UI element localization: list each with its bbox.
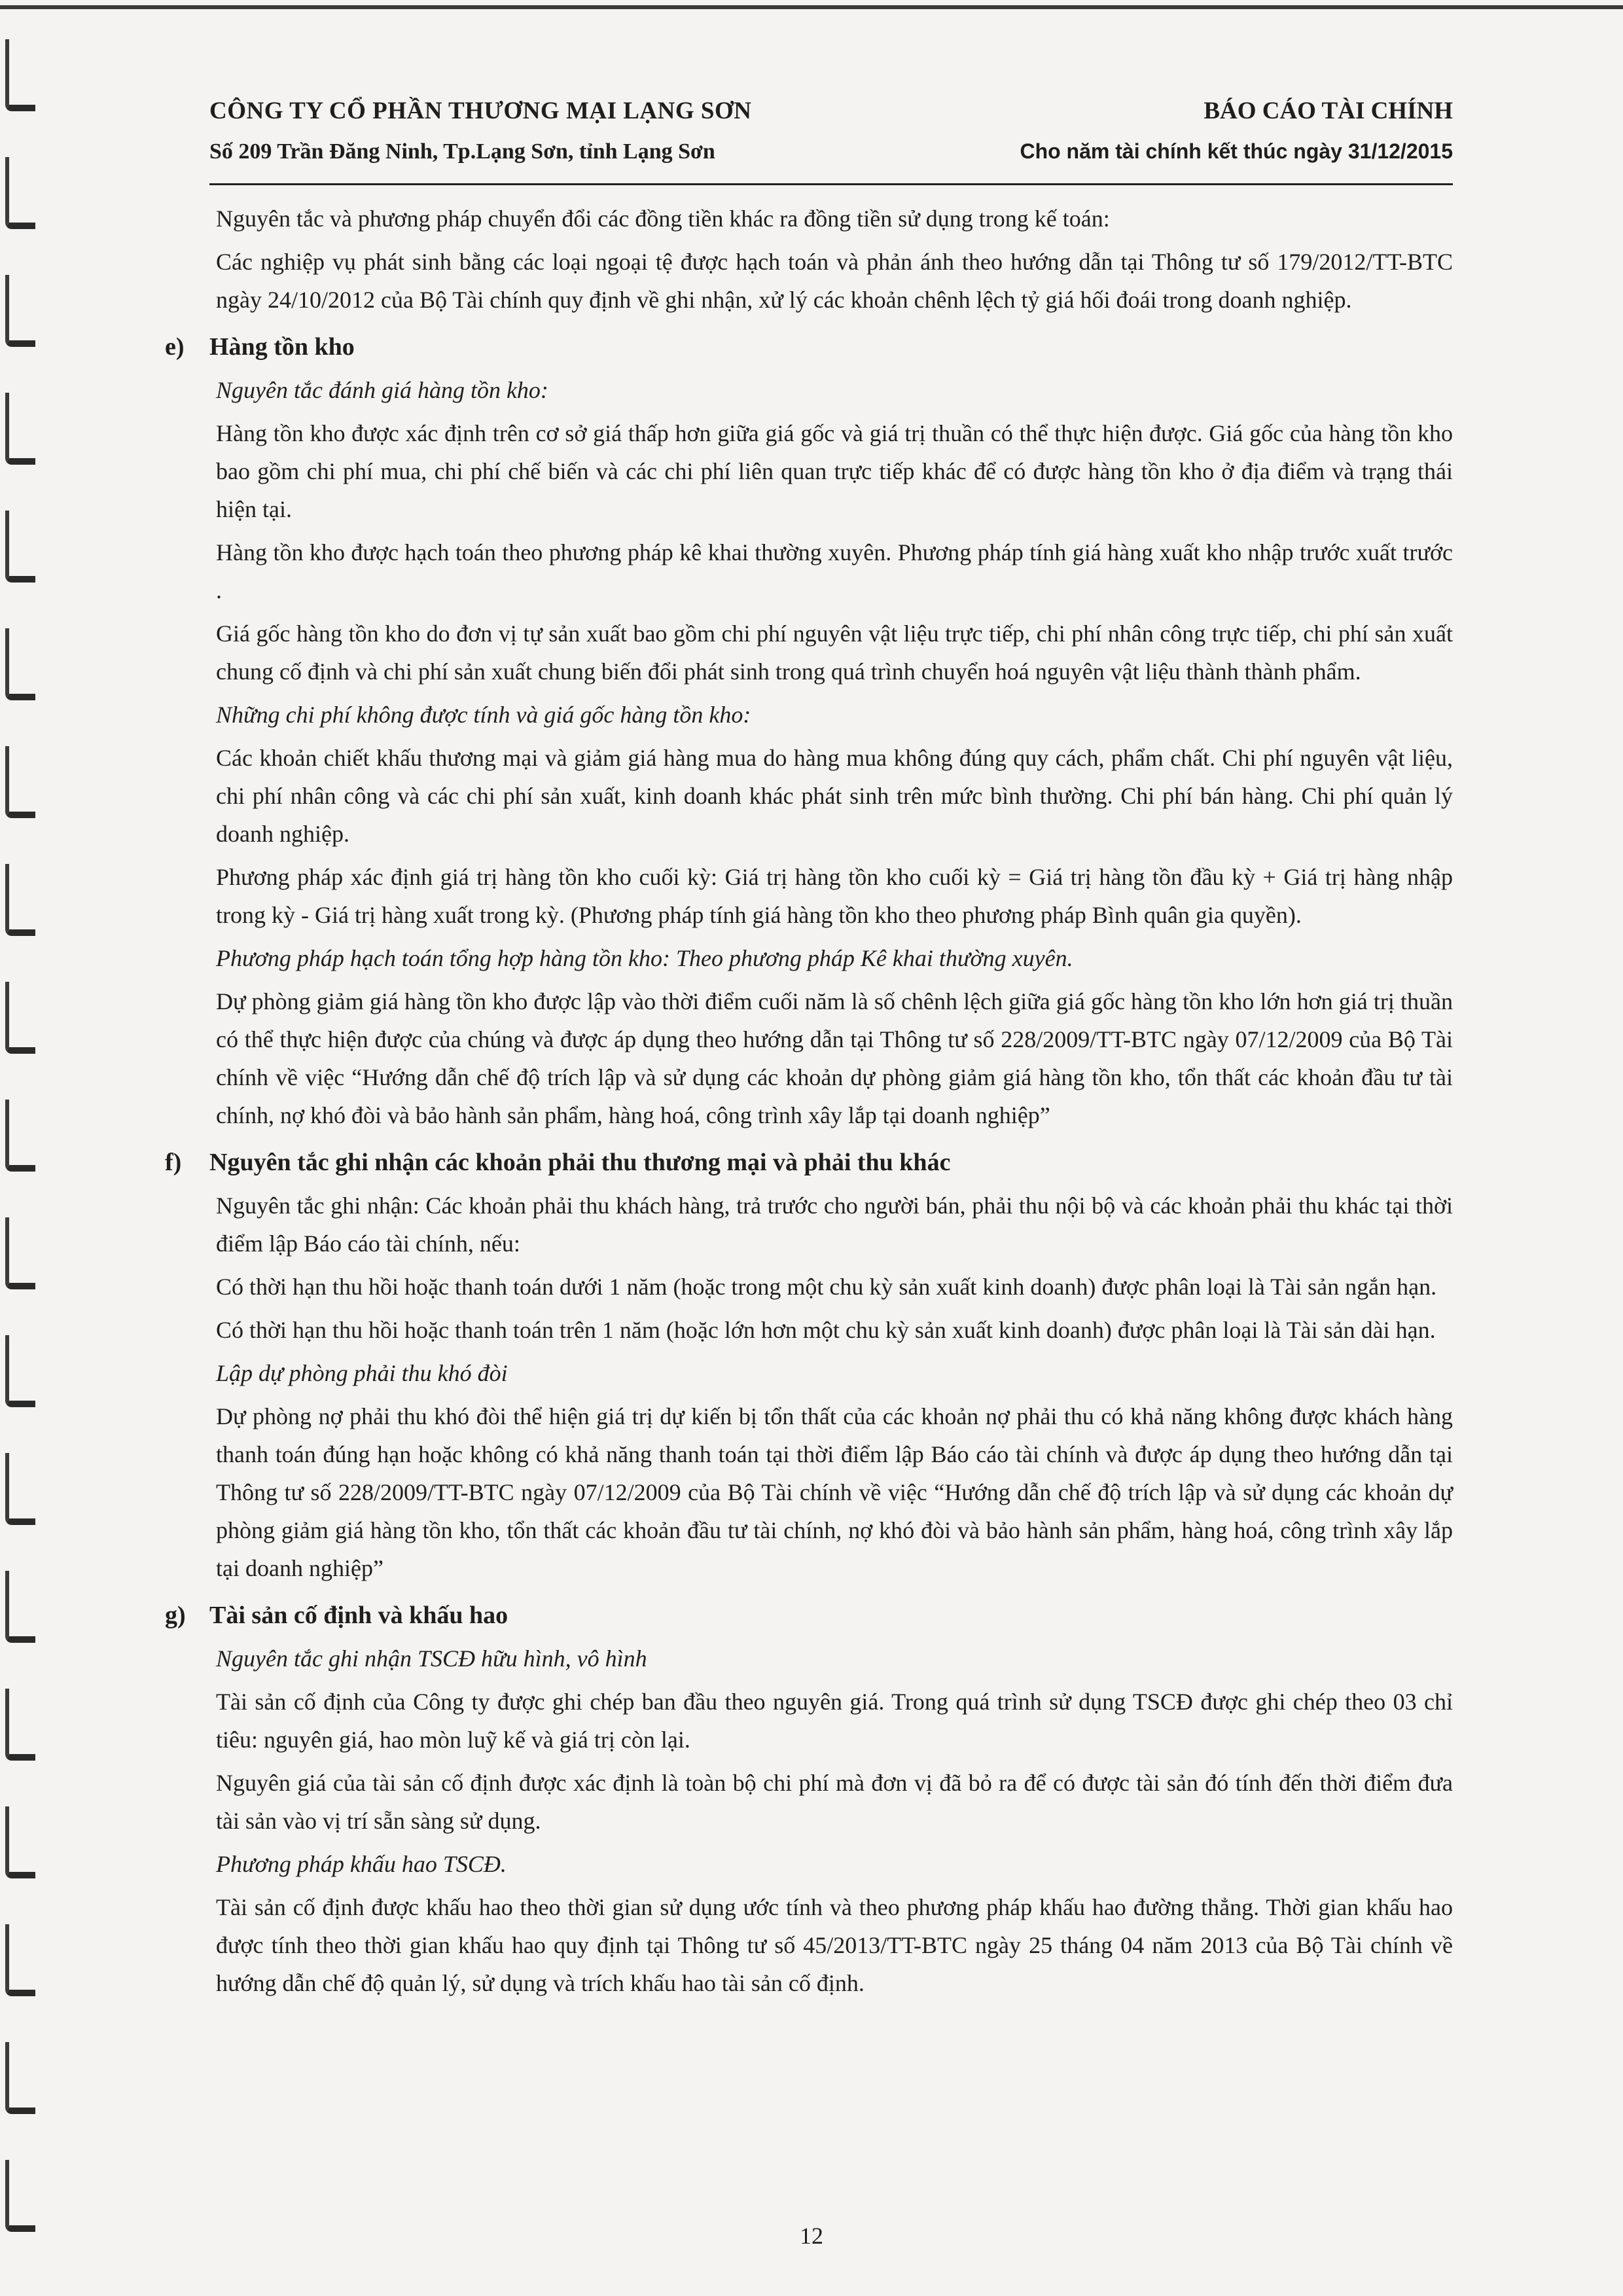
binding-ring <box>5 1453 35 1525</box>
paragraph: Nguyên tắc và phương pháp chuyển đổi các đồng tiền khác ra đồng tiền sử dụng trong kế toán: <box>216 206 1110 232</box>
binding-ring <box>5 275 35 347</box>
binding-ring <box>5 1100 35 1172</box>
binding-ring <box>5 1924 35 1996</box>
binding-ring <box>5 157 35 229</box>
subheading: Nguyên tắc đánh giá hàng tồn kho: <box>216 377 548 403</box>
report-period: Cho năm tài chính kết thúc ngày 31/12/2015 <box>1020 139 1453 163</box>
paragraph: Dự phòng giảm giá hàng tồn kho được lập vào thời điểm cuối năm là số chênh lệch giữa giá gốc hàng tồn kho lớn hơn giá trị thuần có thể thực hiện được của chúng và được áp dụng theo hướng dẫn tại Thông tư số 228/2009/TT-BTC ngày 07/12/2009 của Bộ Tài chính về việc “Hướng dẫn chế độ trích lập và sử dụng các khoản dự phòng giảm giá hàng tồn kho, tổn thất các khoản đầu tư tài chính, nợ khó đòi và bảo hành sản phẩm, hàng hoá, công trình xây lắp tại doanh nghiệp” <box>216 988 1453 1128</box>
paragraph: Hàng tồn kho được xác định trên cơ sở giá thấp hơn giữa giá gốc và giá trị thuần có thể thực hiện được. Giá gốc của hàng tồn kho bao gồm chi phí mua, chi phí chế biến và các chi phí liên quan trực tiếp khác để có được hàng tồn kho ở địa điểm và trạng thái hiện tại. <box>216 420 1453 522</box>
binding-ring <box>5 628 35 700</box>
subheading: Phương pháp khấu hao TSCĐ. <box>216 1851 507 1877</box>
section-letter: f) <box>165 1149 182 1176</box>
subheading: Những chi phí không được tính và giá gốc hàng tồn kho: <box>216 702 751 728</box>
header-left <box>209 97 751 164</box>
binding-ring <box>5 393 35 465</box>
company-name: CÔNG TY CỔ PHẦN THƯƠNG MẠI LẠNG SƠN <box>209 98 752 124</box>
paragraph: Nguyên tắc ghi nhận: Các khoản phải thu khách hàng, trả trước cho người bán, phải thu nội bộ và các khoản phải thu khác tại thời điểm lập Báo cáo tài chính, nếu: <box>216 1193 1453 1257</box>
paragraph: Hàng tồn kho được hạch toán theo phương pháp kê khai thường xuyên. Phương pháp tính giá hàng xuất kho nhập trước xuất trước . <box>216 539 1453 603</box>
page-header <box>209 85 1453 185</box>
paragraph: Giá gốc hàng tồn kho do đơn vị tự sản xuất bao gồm chi phí nguyên vật liệu trực tiếp, chi phí nhân công trực tiếp, chi phí sản xuất chung cố định và chi phí sản xuất chung biến đổi phát sinh trong quá trình chuyển hoá nguyên vật liệu thành thành phẩm. <box>216 620 1453 685</box>
section-title: Tài sản cố định và khấu hao <box>209 1602 508 1629</box>
paragraph: Dự phòng nợ phải thu khó đòi thể hiện giá trị dự kiến bị tổn thất của các khoản nợ phải thu có khả năng không được khách hàng thanh toán đúng hạn hoặc không có khả năng thanh toán tại thời điểm lập Báo cáo tài chính và được áp dụng theo hướng dẫn tại Thông tư số 228/2009/TT-BTC ngày 07/12/2009 của Bộ Tài chính về việc “Hướng dẫn chế độ trích lập và sử dụng các khoản dự phòng giảm giá hàng tồn kho, tổn thất các khoản đầu tư tài chính, nợ khó đòi và bảo hành sản phẩm, hàng hoá, công trình xây lắp tại doanh nghiệp” <box>216 1403 1453 1581</box>
paragraph: Tài sản cố định của Công ty được ghi chép ban đầu theo nguyên giá. Trong quá trình sử dụng TSCĐ được ghi chép theo 03 chỉ tiêu: nguyên giá, hao mòn luỹ kế và giá trị còn lại. <box>216 1689 1453 1753</box>
binding-ring <box>5 2160 35 2232</box>
section-heading-f <box>165 1143 1453 1181</box>
binding-ring <box>5 39 35 111</box>
binding-ring <box>5 2042 35 2114</box>
binding-ring <box>5 1335 35 1407</box>
document-page <box>165 85 1453 2007</box>
section-heading-g <box>165 1596 1453 1634</box>
binding-ring <box>5 982 35 1054</box>
binding-ring <box>5 864 35 936</box>
document-body <box>165 200 1453 2002</box>
page-number: 12 <box>800 2223 823 2249</box>
header-right <box>1020 97 1453 164</box>
subheading: Lập dự phòng phải thu khó đòi <box>216 1360 508 1386</box>
section-title: Nguyên tắc ghi nhận các khoản phải thu thương mại và phải thu khác <box>209 1149 951 1176</box>
section-letter: g) <box>165 1602 186 1629</box>
paragraph: Các khoản chiết khấu thương mại và giảm giá hàng mua do hàng mua không đúng quy cách, phẩm chất. Chi phí nguyên vật liệu, chi phí nhân công và các chi phí sản xuất, kinh doanh khác phát sinh trên mức bình thường. Chi phí bán hàng. Chi phí quản lý doanh nghiệp. <box>216 745 1453 847</box>
paragraph: Phương pháp xác định giá trị hàng tồn kho cuối kỳ: Giá trị hàng tồn kho cuối kỳ = Giá trị hàng tồn đầu kỳ + Giá trị hàng nhập trong kỳ - Giá trị hàng xuất trong kỳ. (Phương pháp tính giá hàng tồn kho theo phương pháp Bình quân gia quyền). <box>216 864 1453 928</box>
binding-ring <box>5 1806 35 1878</box>
binding-ring <box>5 1217 35 1289</box>
binding-ring <box>5 511 35 583</box>
paragraph: Có thời hạn thu hồi hoặc thanh toán dưới 1 năm (hoặc trong một chu kỳ sản xuất kinh doanh) được phân loại là Tài sản ngắn hạn. <box>216 1274 1437 1300</box>
company-address: Số 209 Trần Đăng Ninh, Tp.Lạng Sơn, tỉnh Lạng Sơn <box>209 139 715 164</box>
paragraph: Nguyên giá của tài sản cố định được xác định là toàn bộ chi phí mà đơn vị đã bỏ ra để có được tài sản đó tính đến thời điểm đưa tài sản vào vị trí sẵn sàng sử dụng. <box>216 1770 1453 1834</box>
paragraph: Tài sản cố định được khấu hao theo thời gian sử dụng ước tính và theo phương pháp khấu hao đường thẳng. Thời gian khấu hao được tính theo thời gian khấu hao quy định tại Thông tư số 45/2013/TT-BTC ngày 25 tháng 04 năm 2013 của Bộ Tài chính về hướng dẫn chế độ quản lý, sử dụng và trích khấu hao tài sản cố định. <box>216 1894 1453 1996</box>
binding-ring <box>5 1571 35 1643</box>
section-letter: e) <box>165 333 185 361</box>
section-title: Hàng tồn kho <box>209 333 355 361</box>
paragraph: Các nghiệp vụ phát sinh bằng các loại ngoại tệ được hạch toán và phản ánh theo hướng dẫn tại Thông tư số 179/2012/TT-BTC ngày 24/10/2012 của Bộ Tài chính quy định về ghi nhận, xử lý các khoản chênh lệch tỷ giá hối đoái trong doanh nghiệp. <box>216 249 1453 313</box>
binding-ring <box>5 746 35 818</box>
subheading: Phương pháp hạch toán tổng hợp hàng tồn kho: Theo phương pháp Kê khai thường xuyên. <box>216 945 1073 971</box>
binding-ring <box>5 1689 35 1761</box>
scan-top-edge <box>0 5 1623 9</box>
subheading: Nguyên tắc ghi nhận TSCĐ hữu hình, vô hình <box>216 1645 647 1672</box>
section-heading-e <box>165 328 1453 366</box>
report-title: BÁO CÁO TÀI CHÍNH <box>1204 98 1453 124</box>
paragraph: Có thời hạn thu hồi hoặc thanh toán trên 1 năm (hoặc lớn hơn một chu kỳ sản xuất kinh doanh) được phân loại là Tài sản dài hạn. <box>216 1317 1436 1343</box>
spiral-binding <box>0 26 39 2278</box>
